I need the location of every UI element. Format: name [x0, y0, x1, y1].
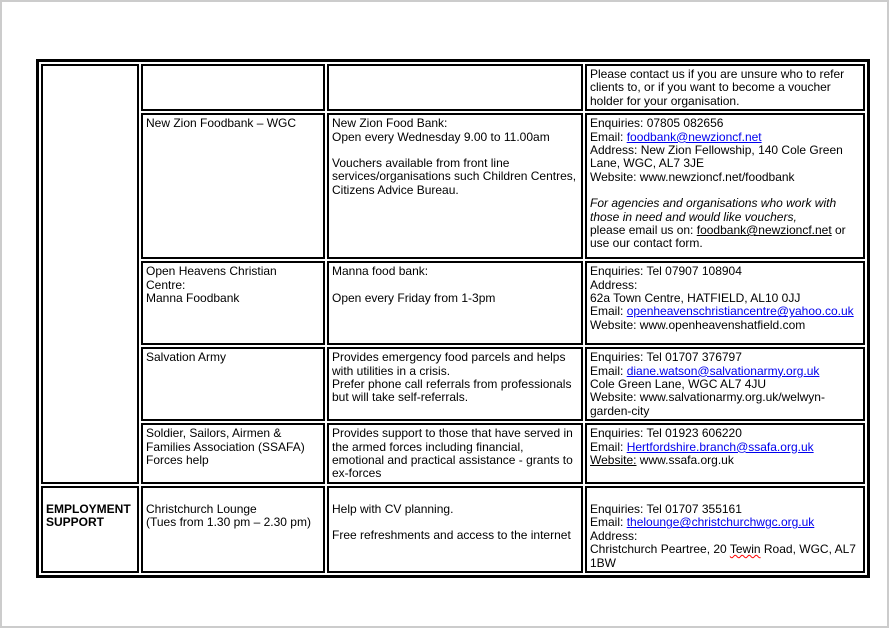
new-zion-details-cell: [327, 113, 583, 259]
website-line: Website: www.salvationarmy.org.uk/welwyn-garden-city: [590, 390, 825, 418]
email-link[interactable]: openheavenschristiancentre@yahoo.co.uk: [626, 304, 854, 319]
provider-name: Open Heavens Christian Centre:: [146, 264, 277, 292]
agencies-suffix: or use our contact form.: [590, 223, 846, 251]
address-line: [590, 543, 859, 570]
provider-name: Soldier, Sailors, Airmen &: [146, 426, 282, 441]
new-zion-contact-cell: [585, 113, 865, 259]
enquiries-line: Enquiries: Tel 01707 376797: [590, 350, 742, 365]
email-link[interactable]: diane.watson@salvationarmy.org.uk: [626, 363, 820, 378]
provider-name: Manna Foodbank: [146, 291, 240, 306]
christchurch-details-cell: [327, 486, 583, 573]
address-label: Address:: [590, 528, 638, 543]
voucher-note-text: Please contact us if you are unsure who to refer clients to, or if you want to become a voucher holder for your organisation.: [590, 67, 845, 108]
details-line: Help with CV planning.: [332, 501, 454, 516]
email-label: Email:: [590, 304, 627, 319]
email-label: Email:: [590, 129, 627, 144]
voucher-note-cell: [585, 64, 865, 111]
provider-name: Christchurch Lounge: [146, 501, 257, 516]
provider-name: Forces help: [146, 453, 209, 468]
category-cell-continuation: [41, 64, 139, 484]
details-line: Open every Wednesday 9.00 to 11.00am: [332, 129, 550, 144]
new-zion-provider-cell: [141, 113, 325, 259]
open-heavens-contact-cell: [585, 261, 865, 345]
agencies-email-line: [590, 224, 859, 251]
details-line: Free refreshments and access to the internet: [332, 528, 571, 543]
table-row: [41, 113, 865, 259]
ssafa-provider-cell: [141, 423, 325, 484]
enquiries-line: Enquiries: Tel 01707 355161: [590, 501, 742, 516]
christchurch-provider-cell: [141, 486, 325, 573]
details-line: New Zion Food Bank:: [332, 116, 448, 131]
ssafa-contact-cell: [585, 423, 865, 484]
salvation-army-details-cell: [327, 347, 583, 421]
open-heavens-details-cell: [327, 261, 583, 345]
website-line: [590, 454, 859, 467]
email-line: [590, 441, 859, 454]
details-line: Manna food bank:: [332, 264, 429, 279]
agencies-prefix: please email us on:: [590, 223, 697, 238]
details-line: Vouchers available from front line services/organisations such Children Centres, Citizens Advice Bureau.: [332, 156, 577, 197]
address-line: Address: New Zion Fellowship, 140 Cole Green Lane, WGC, AL7 3JE: [590, 143, 843, 171]
website-line: Website: www.openheavenshatfield.com: [590, 317, 806, 332]
email-label: Email:: [590, 515, 627, 530]
table-row: [41, 486, 865, 573]
website-label: Website:: [590, 453, 637, 468]
enquiries-line: Enquiries: Tel 07907 108904: [590, 264, 742, 279]
provider-name: New Zion Foodbank – WGC: [146, 116, 297, 131]
table-row: [41, 261, 865, 345]
spellcheck-flagged-word: Tewin: [729, 542, 761, 557]
address-suffix: Road, WGC, AL7 1BW: [590, 542, 856, 570]
empty-details-cell: [327, 64, 583, 111]
provider-name: Salvation Army: [146, 350, 227, 365]
empty-provider-cell: [141, 64, 325, 111]
table-row: [41, 347, 865, 421]
employment-category-cell: [41, 486, 139, 573]
table-row: [41, 423, 865, 484]
email-link[interactable]: foodbank@newzioncf.net: [626, 129, 762, 144]
address-line: Cole Green Lane, WGC AL7 4JU: [590, 377, 767, 392]
email-line: [590, 516, 859, 529]
ssafa-details-cell: [327, 423, 583, 484]
email-label: Email:: [590, 363, 627, 378]
details-line: Provides support to those that have served in the armed forces including financial, emotional and practical assistance - grants to ex-forces: [332, 426, 573, 481]
christchurch-contact-cell: [585, 486, 865, 573]
address-prefix: Christchurch Peartree, 20: [590, 542, 730, 557]
address-line: 62a Town Centre, HATFIELD, AL10 0JJ: [590, 291, 801, 306]
email-line: [590, 305, 859, 318]
email-label: Email:: [590, 439, 627, 454]
agencies-note: For agencies and organisations who work with those in need and would like vouchers,: [590, 196, 837, 224]
salvation-army-provider-cell: [141, 347, 325, 421]
enquiries-line: Enquiries: 07805 082656: [590, 116, 724, 131]
open-heavens-provider-cell: [141, 261, 325, 345]
provider-name: Families Association (SSAFA): [146, 439, 305, 454]
details-line: Open every Friday from 1-3pm: [332, 290, 496, 305]
email-line: [590, 365, 859, 378]
table-row: [41, 64, 865, 111]
enquiries-line: Enquiries: Tel 01923 606220: [590, 426, 742, 441]
email-link[interactable]: thelounge@christchurchwgc.org.uk: [626, 515, 815, 530]
salvation-army-contact-cell: [585, 347, 865, 421]
email-link[interactable]: Hertfordshire.branch@ssafa.org.uk: [626, 439, 814, 454]
category-label: EMPLOYMENT SUPPORT: [46, 501, 131, 530]
email-line: [590, 131, 859, 144]
provider-schedule: (Tues from 1.30 pm – 2.30 pm): [146, 515, 311, 530]
website-value: www.ssafa.org.uk: [636, 453, 734, 468]
agencies-email-link[interactable]: foodbank@newzioncf.net: [696, 223, 832, 238]
details-line: Provides emergency food parcels and helps with utilities in a crisis.: [332, 350, 566, 378]
address-label: Address:: [590, 277, 638, 292]
services-table: [36, 59, 870, 578]
website-line: Website: www.newzioncf.net/foodbank: [590, 169, 795, 184]
details-line: Prefer phone call referrals from professionals but will take self-referrals.: [332, 377, 572, 405]
